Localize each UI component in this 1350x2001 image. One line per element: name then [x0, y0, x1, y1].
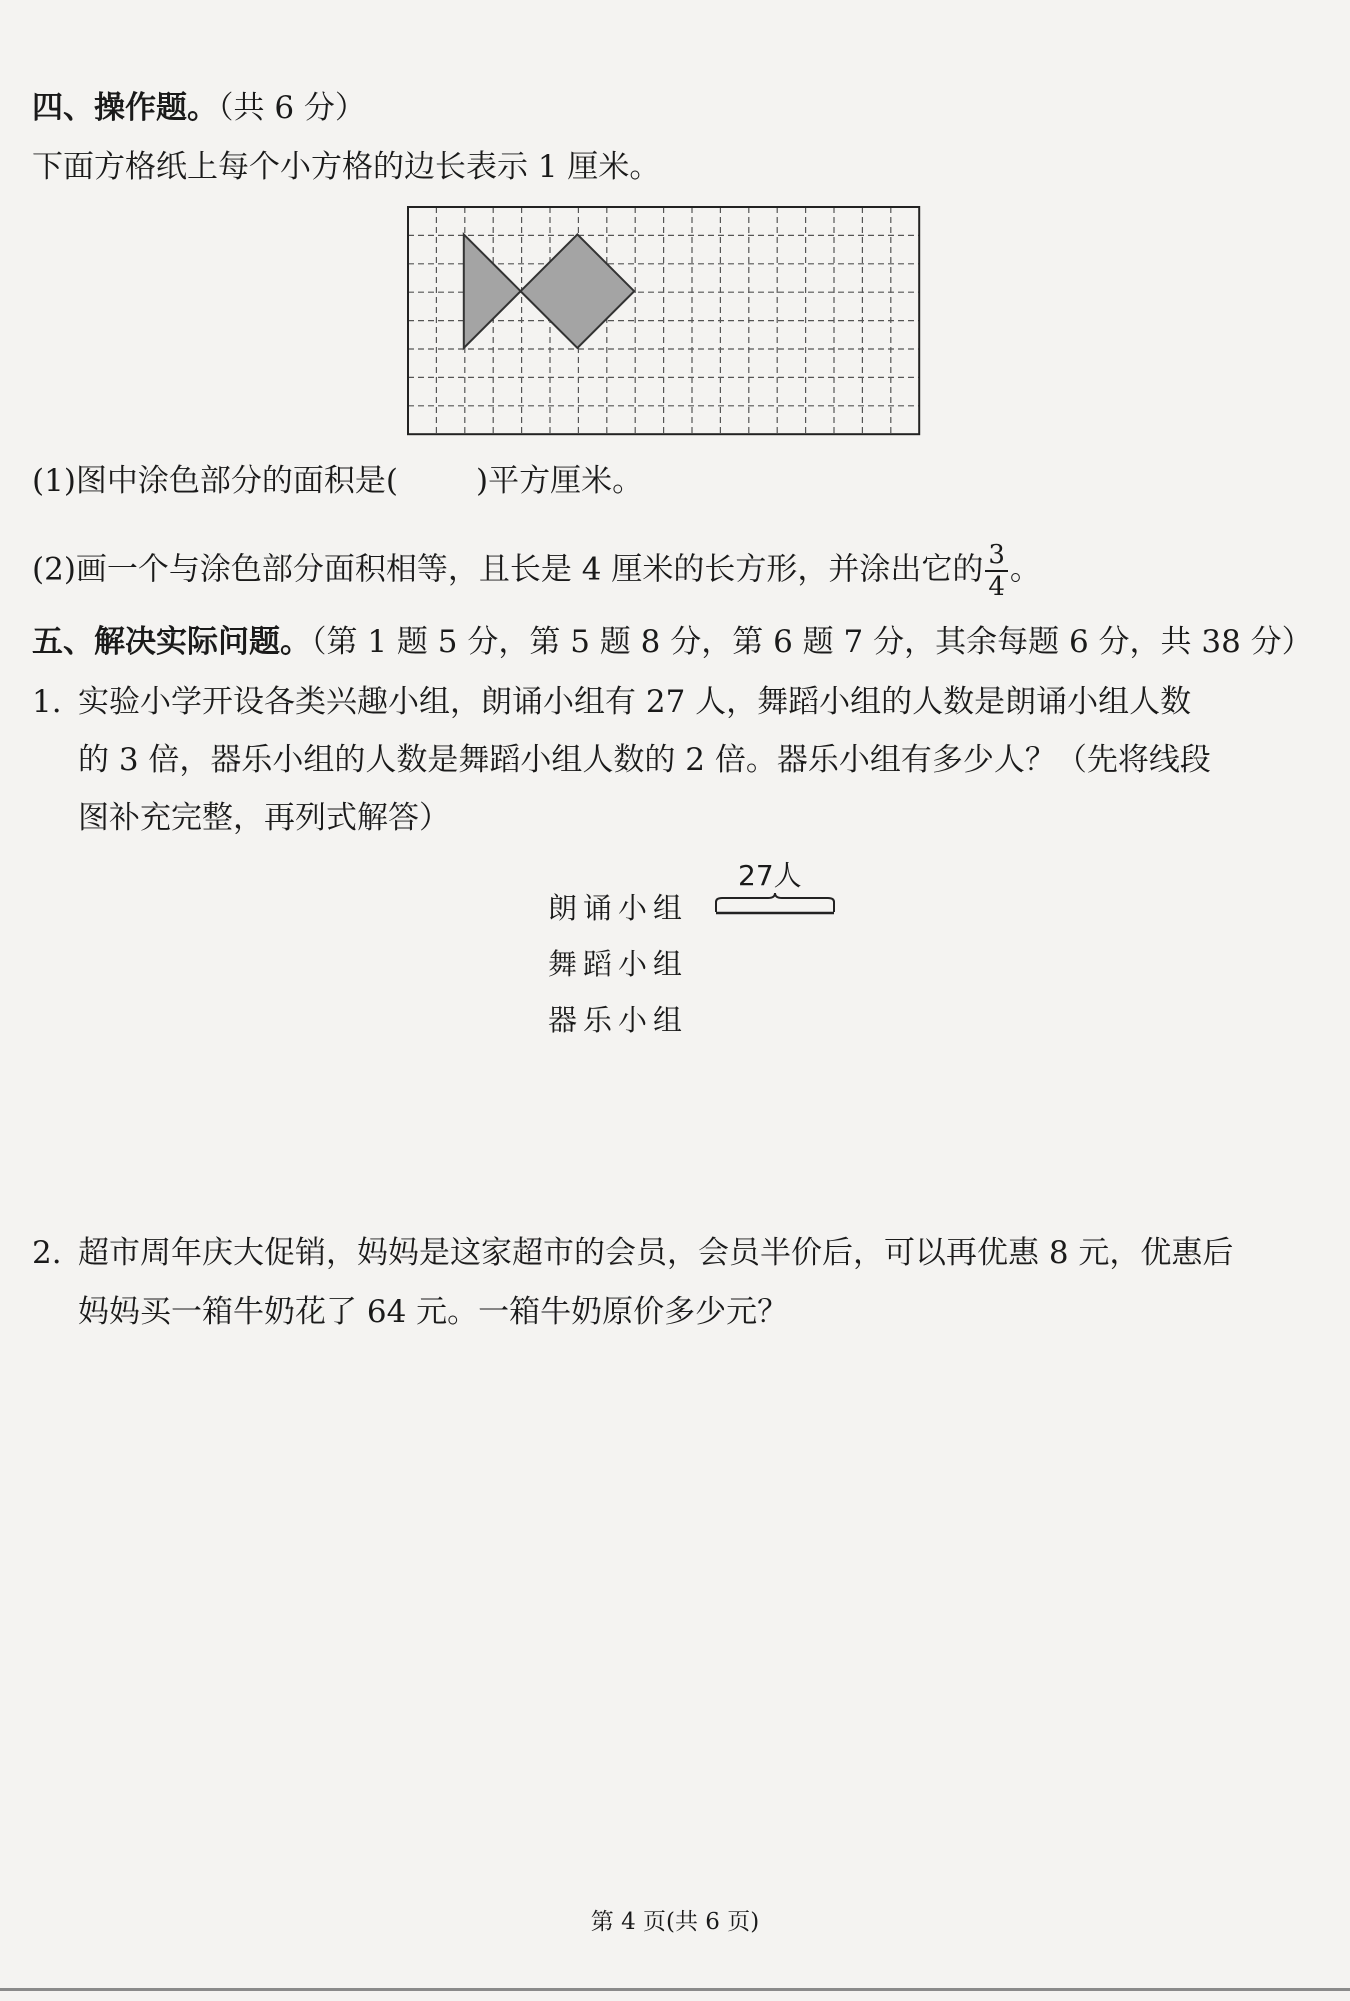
segment-brace: [712, 892, 838, 918]
fraction-three-quarters: [985, 540, 1008, 602]
problem2-text-1: 超市周年庆大促销，妈妈是这家超市的会员，会员半价后，可以再优惠 8 元，优惠后: [78, 1235, 1234, 1271]
segment-value-label: 27人: [738, 859, 802, 892]
label-instrument-group: 器乐小组: [548, 1003, 689, 1037]
q1-suffix: )平方厘米。: [476, 463, 644, 499]
q1-prefix: (1)图中涂色部分的面积是(: [32, 463, 399, 499]
problem1-line2: 的 3 倍，器乐小组的人数是舞蹈小组人数的 2 倍。器乐小组有多少人？（先将线段: [78, 742, 1211, 778]
shaded-square: [521, 234, 635, 348]
section4-title: 四、操作题。: [32, 90, 218, 126]
section4-intro: 下面方格纸上每个小方格的边长表示 1 厘米。: [32, 149, 661, 185]
problem1-number: 1.: [32, 684, 62, 720]
shaded-triangle: [464, 234, 521, 348]
problem2-line2: 妈妈买一箱牛奶花了 64 元。一箱牛奶原价多少元？: [78, 1294, 789, 1330]
problem2-number: 2.: [32, 1235, 62, 1271]
fraction-numerator: 3: [985, 540, 1008, 572]
problem1-text-1: 实验小学开设各类兴趣小组，朗诵小组有 27 人，舞蹈小组的人数是朗诵小组人数: [78, 684, 1192, 720]
label-dance-group: 舞蹈小组: [548, 947, 689, 981]
section5-heading: [32, 622, 1313, 662]
q2-end: 。: [1009, 551, 1041, 588]
fraction-denominator: 4: [988, 572, 1005, 602]
section4-score-note: （共 6 分）: [218, 90, 366, 126]
q2-text: (2)画一个与涂色部分面积相等，且长是 4 厘米的长方形，并涂出它的: [32, 551, 984, 588]
section5-score-note: （第 1 题 5 分，第 5 题 8 分，第 6 题 7 分，其余每题 6 分，共 38 分）: [311, 624, 1313, 660]
problem2-line1: [32, 1233, 1233, 1273]
grid-paper: [407, 206, 923, 436]
section4-heading: [32, 88, 366, 128]
section4-q2: [32, 540, 1041, 602]
problem1-line1: [32, 682, 1191, 722]
problem1-line3: 图补充完整，再列式解答）: [78, 800, 450, 836]
page-bottom-edge: [0, 1988, 1350, 1991]
label-recitation-group: 朗诵小组: [548, 891, 689, 925]
section4-q1: [32, 461, 643, 501]
section5-title: 五、解决实际问题。: [32, 624, 311, 660]
page-footer: 第 4 页(共 6 页): [590, 1909, 760, 1935]
